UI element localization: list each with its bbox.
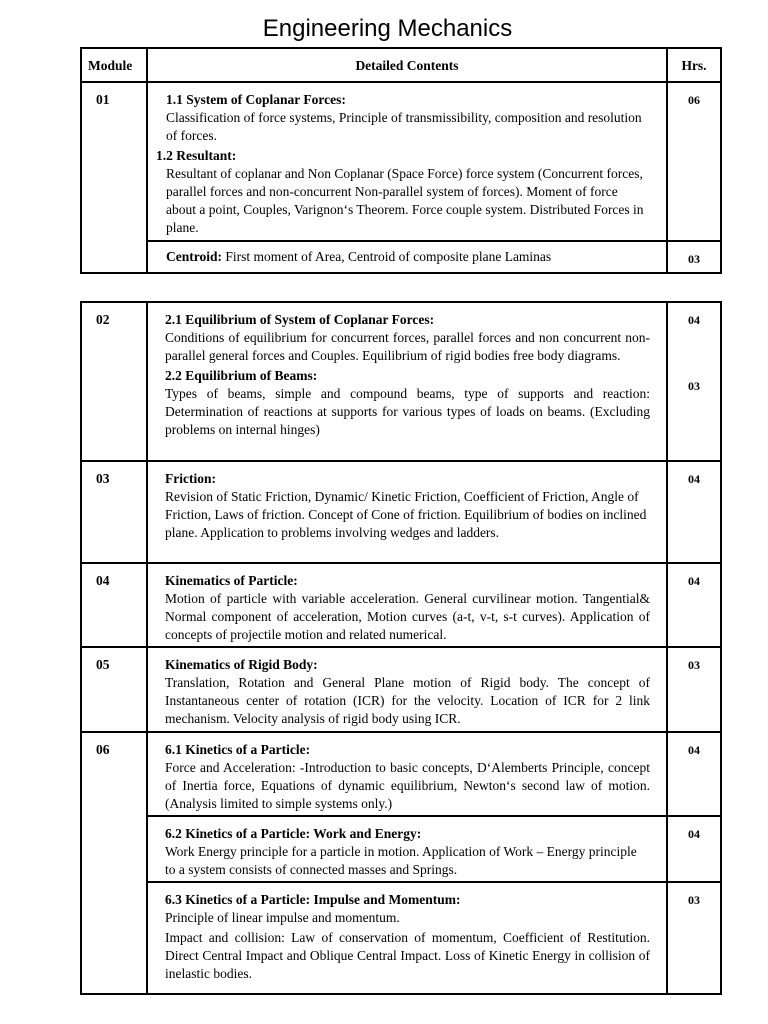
- module-row-05: [82, 646, 720, 731]
- module-01-section-2: [148, 240, 720, 272]
- hours-value: 06: [688, 93, 700, 107]
- module-number: 06: [82, 733, 148, 993]
- module-row-01: [82, 81, 720, 272]
- section-heading: Friction:: [165, 471, 216, 486]
- section-heading: Centroid:: [166, 249, 222, 264]
- section-body: Revision of Static Friction, Dynamic/ Kinetic Friction, Coefficient of Friction, Angle of Friction, Laws of friction. Concept of Cone of friction. Equilibrium of bodies on inclined plane. Application to problems involving wedges and ladders.: [165, 489, 647, 540]
- module-06-section-1: [148, 733, 720, 815]
- module-number: 04: [82, 564, 148, 646]
- module-row-02: [82, 301, 720, 460]
- section-body: Force and Acceleration: -Introduction to basic concepts, D‘Alemberts Principle, concept of Inertia force, Equations of dynamic equilibrium, Newton‘s second law of motion. (Analysis limited to simple systems only.): [165, 760, 650, 811]
- section-heading: 6.2 Kinetics of a Particle: Work and Energy:: [165, 826, 422, 841]
- hours-value: 04: [688, 574, 700, 588]
- hours-value: 04: [688, 472, 700, 486]
- section-heading: 6.1 Kinetics of a Particle:: [165, 742, 311, 757]
- hours-value: 04: [688, 743, 700, 757]
- section-heading: Kinematics of Rigid Body:: [165, 657, 318, 672]
- hours-value: 03: [688, 658, 700, 672]
- table-header-row: [82, 47, 720, 81]
- module-06-section-3: [148, 881, 720, 993]
- module-06-sections: [148, 733, 720, 993]
- hours-value: 03: [688, 252, 700, 266]
- module-column-header: Module: [82, 49, 148, 81]
- module-01-sections: [148, 83, 720, 272]
- section-heading: 6.3 Kinetics of a Particle: Impulse and Momentum:: [165, 892, 461, 907]
- section-heading: 1.2 Resultant:: [156, 148, 237, 163]
- section-body: First moment of Area, Centroid of composite plane Laminas: [225, 249, 552, 264]
- contents-column-header: Detailed Contents: [148, 49, 668, 81]
- module-06-section-2: [148, 815, 720, 881]
- section-heading: 2.2 Equilibrium of Beams:: [165, 368, 318, 383]
- section-heading: 1.1 System of Coplanar Forces:: [166, 92, 346, 107]
- section-body: Resultant of coplanar and Non Coplanar (Space Force) force system (Concurrent forces, parallel forces and non-concurrent Non-parallel system of forces). Moment of force about a point, Couples, Varignon‘s Theorem. Force couple system. Distributed Forces in plane.: [166, 166, 644, 235]
- module-row-03: [82, 460, 720, 562]
- section-body: Types of beams, simple and compound beams, type of supports and reaction: Determination of reactions at supports for various types of loads on beams. (Excluding problems on internal hinges): [165, 386, 650, 437]
- module-number: 01: [82, 83, 148, 272]
- module-01-section-1: [148, 83, 720, 240]
- module-number: 05: [82, 648, 148, 731]
- hours-value: 04: [688, 313, 700, 327]
- module-number: 02: [82, 303, 148, 460]
- section-body: Impact and collision: Law of conservation of momentum, Coefficient of Restitution. Direct Central Impact and Oblique Central Impact. Loss of Kinetic Energy in collision of inelastic bodies.: [165, 930, 650, 981]
- hours-value: 03: [688, 893, 700, 907]
- syllabus-table-2: [80, 301, 722, 995]
- hours-value: 03: [688, 379, 700, 393]
- module-number: 03: [82, 462, 148, 562]
- section-body: Translation, Rotation and General Plane motion of Rigid body. The concept of Instantaneous center of rotation (ICR) for the velocity. Location of ICR for 2 link mechanism. Velocity analysis of rigid body using ICR.: [165, 675, 650, 726]
- page-title: Engineering Mechanics: [262, 15, 513, 42]
- section-body: Conditions of equilibrium for concurrent forces, parallel forces and non concurrent non- parallel general forces and Couples. Equilibrium of rigid bodies free body diagrams.: [165, 330, 650, 363]
- section-body: Classification of force systems, Principle of transmissibility, composition and resolution of forces.: [166, 110, 642, 143]
- section-body: Principle of linear impulse and momentum.: [165, 910, 400, 925]
- section-heading: 2.1 Equilibrium of System of Coplanar Forces:: [165, 312, 435, 327]
- module-row-04: [82, 562, 720, 646]
- section-heading: Kinematics of Particle:: [165, 573, 298, 588]
- hours-column-header: Hrs.: [681, 58, 707, 73]
- section-body: Work Energy principle for a particle in motion. Application of Work – Energy principle to a system consists of connected masses and Springs.: [165, 844, 637, 877]
- module-row-06: [82, 731, 720, 993]
- hours-value: 04: [688, 827, 700, 841]
- syllabus-table-1: [80, 47, 722, 274]
- section-body: Motion of particle with variable acceleration. General curvilinear motion. Tangential& Normal component of acceleration, Motion curves (a-t, v-t, s-t curves). Application of concepts of projectile motion and related numerical.: [165, 591, 650, 642]
